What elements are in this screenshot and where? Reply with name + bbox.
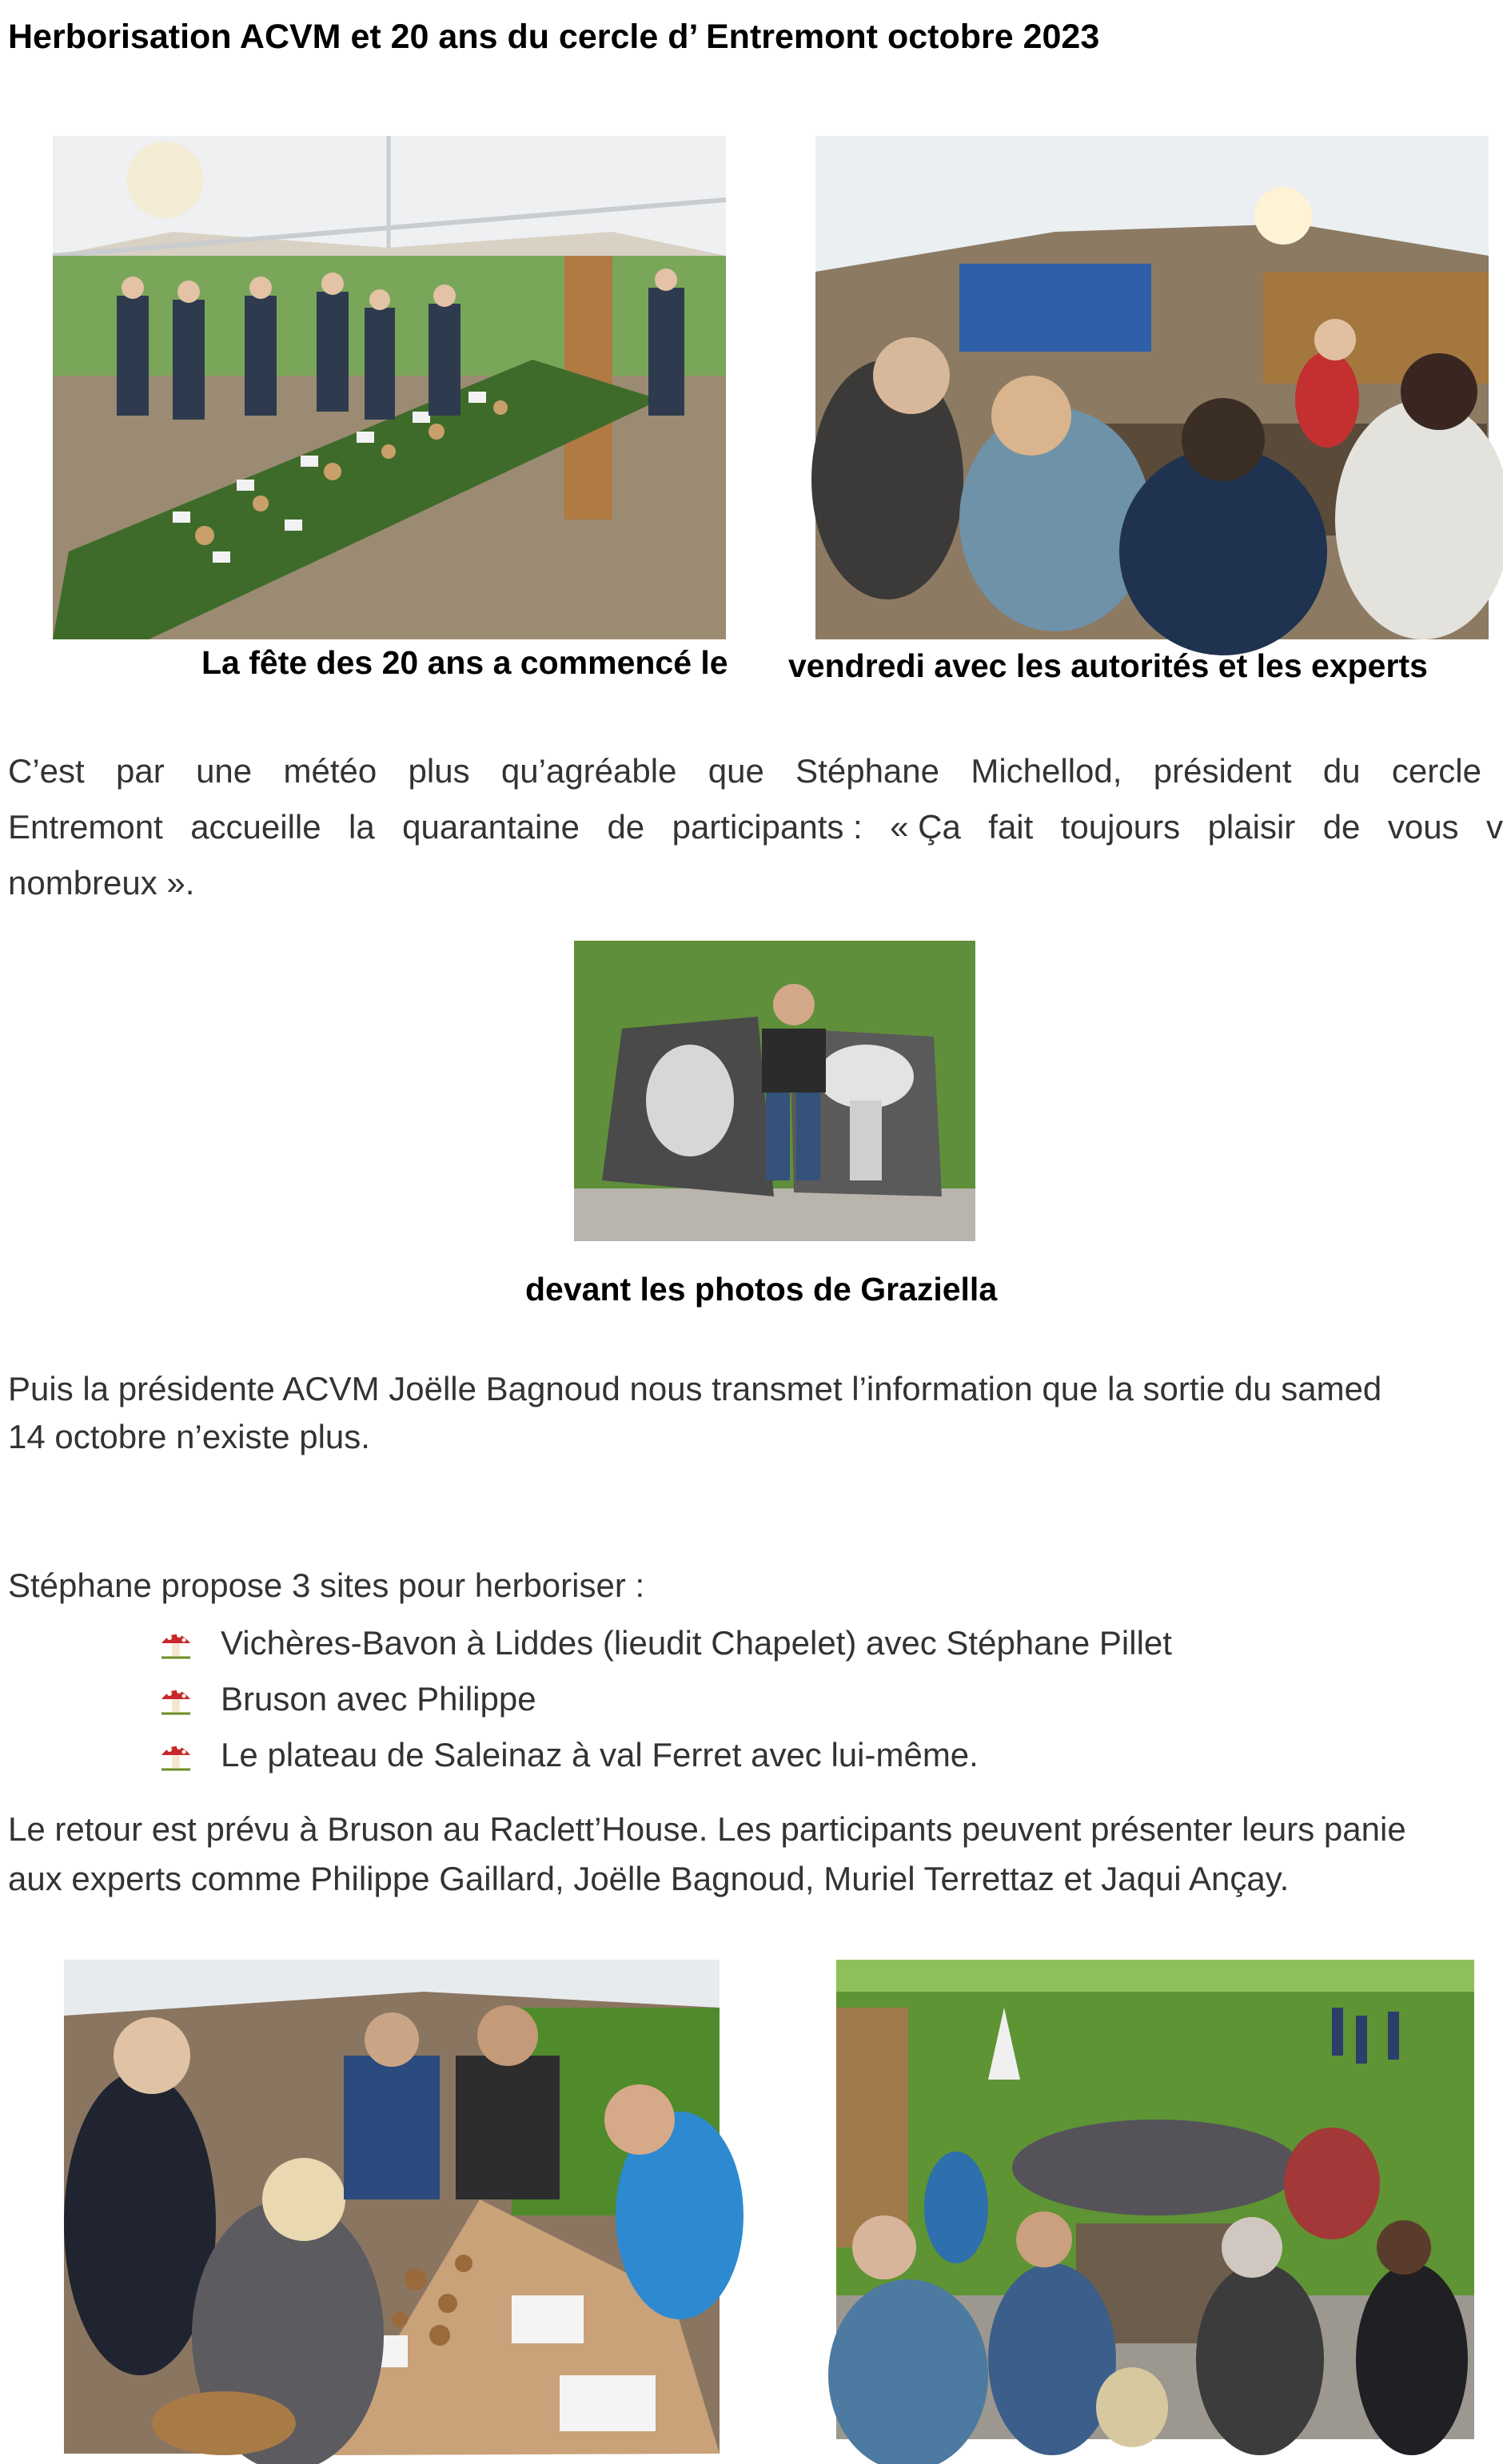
photo-caption-right: vendredi avec les autorités et les experts [788, 647, 1428, 684]
site-label: Le plateau de Saleinaz à val Ferret avec lui-même. [221, 1736, 979, 1773]
site-label: Bruson avec Philippe [221, 1680, 536, 1718]
photo-experts-sorting [64, 1960, 720, 2454]
paragraph-return-line-1: Le retour est prévu à Bruson au Raclett’House. Les participants peuvent présenter leurs panie [8, 1810, 1406, 1848]
photo-caption-left: La fête des 20 ans a commencé le [201, 644, 728, 681]
mushroom-icon [158, 1626, 193, 1661]
sites-intro: Stéphane propose 3 sites pour herboriser : [8, 1566, 645, 1604]
list-item-site-3 [158, 1731, 979, 1779]
paragraph-intro-line-1: C’est par une météo plus qu’agréable que Stéphane Michellod, président du cercle [8, 752, 1481, 790]
mushroom-icon [158, 1682, 193, 1717]
photo-dinner-under-tent [815, 136, 1489, 639]
list-item-site-2 [158, 1675, 536, 1723]
site-label: Vichères-Bavon à Liddes (lieudit Chapelet) avec Stéphane Pillet [221, 1624, 1172, 1662]
paragraph-return-line-2: aux experts comme Philippe Gaillard, Joëlle Bagnoud, Muriel Terrettaz et Jaqui Ançay. [8, 1860, 1290, 1897]
list-item-site-1 [158, 1619, 1172, 1667]
paragraph-announcement-line-2: 14 octobre n’existe plus. [8, 1418, 370, 1455]
paragraph-intro [8, 743, 1503, 911]
paragraph-announcement [8, 1365, 1491, 1461]
paragraph-announcement-line-1: Puis la présidente ACVM Joëlle Bagnoud nous transmet l’information que la sortie du samed [8, 1370, 1382, 1407]
photo-graziella-prints [574, 941, 975, 1241]
photo-caption-center: devant les photos de Graziella [525, 1271, 998, 1308]
page-title: Herborisation ACVM et 20 ans du cercle d’ Entremont octobre 2023 [8, 18, 1100, 56]
paragraph-return [8, 1805, 1491, 1909]
paragraph-intro-line-2: Entremont accueille la quarantaine de participants : « Ça fait toujours plaisir de vous v [8, 808, 1503, 846]
photo-mushroom-exhibition [53, 136, 726, 639]
mushroom-icon [158, 1738, 193, 1773]
photo-group-outdoors [836, 1960, 1474, 2439]
paragraph-intro-line-3: nombreux ». [8, 864, 195, 902]
